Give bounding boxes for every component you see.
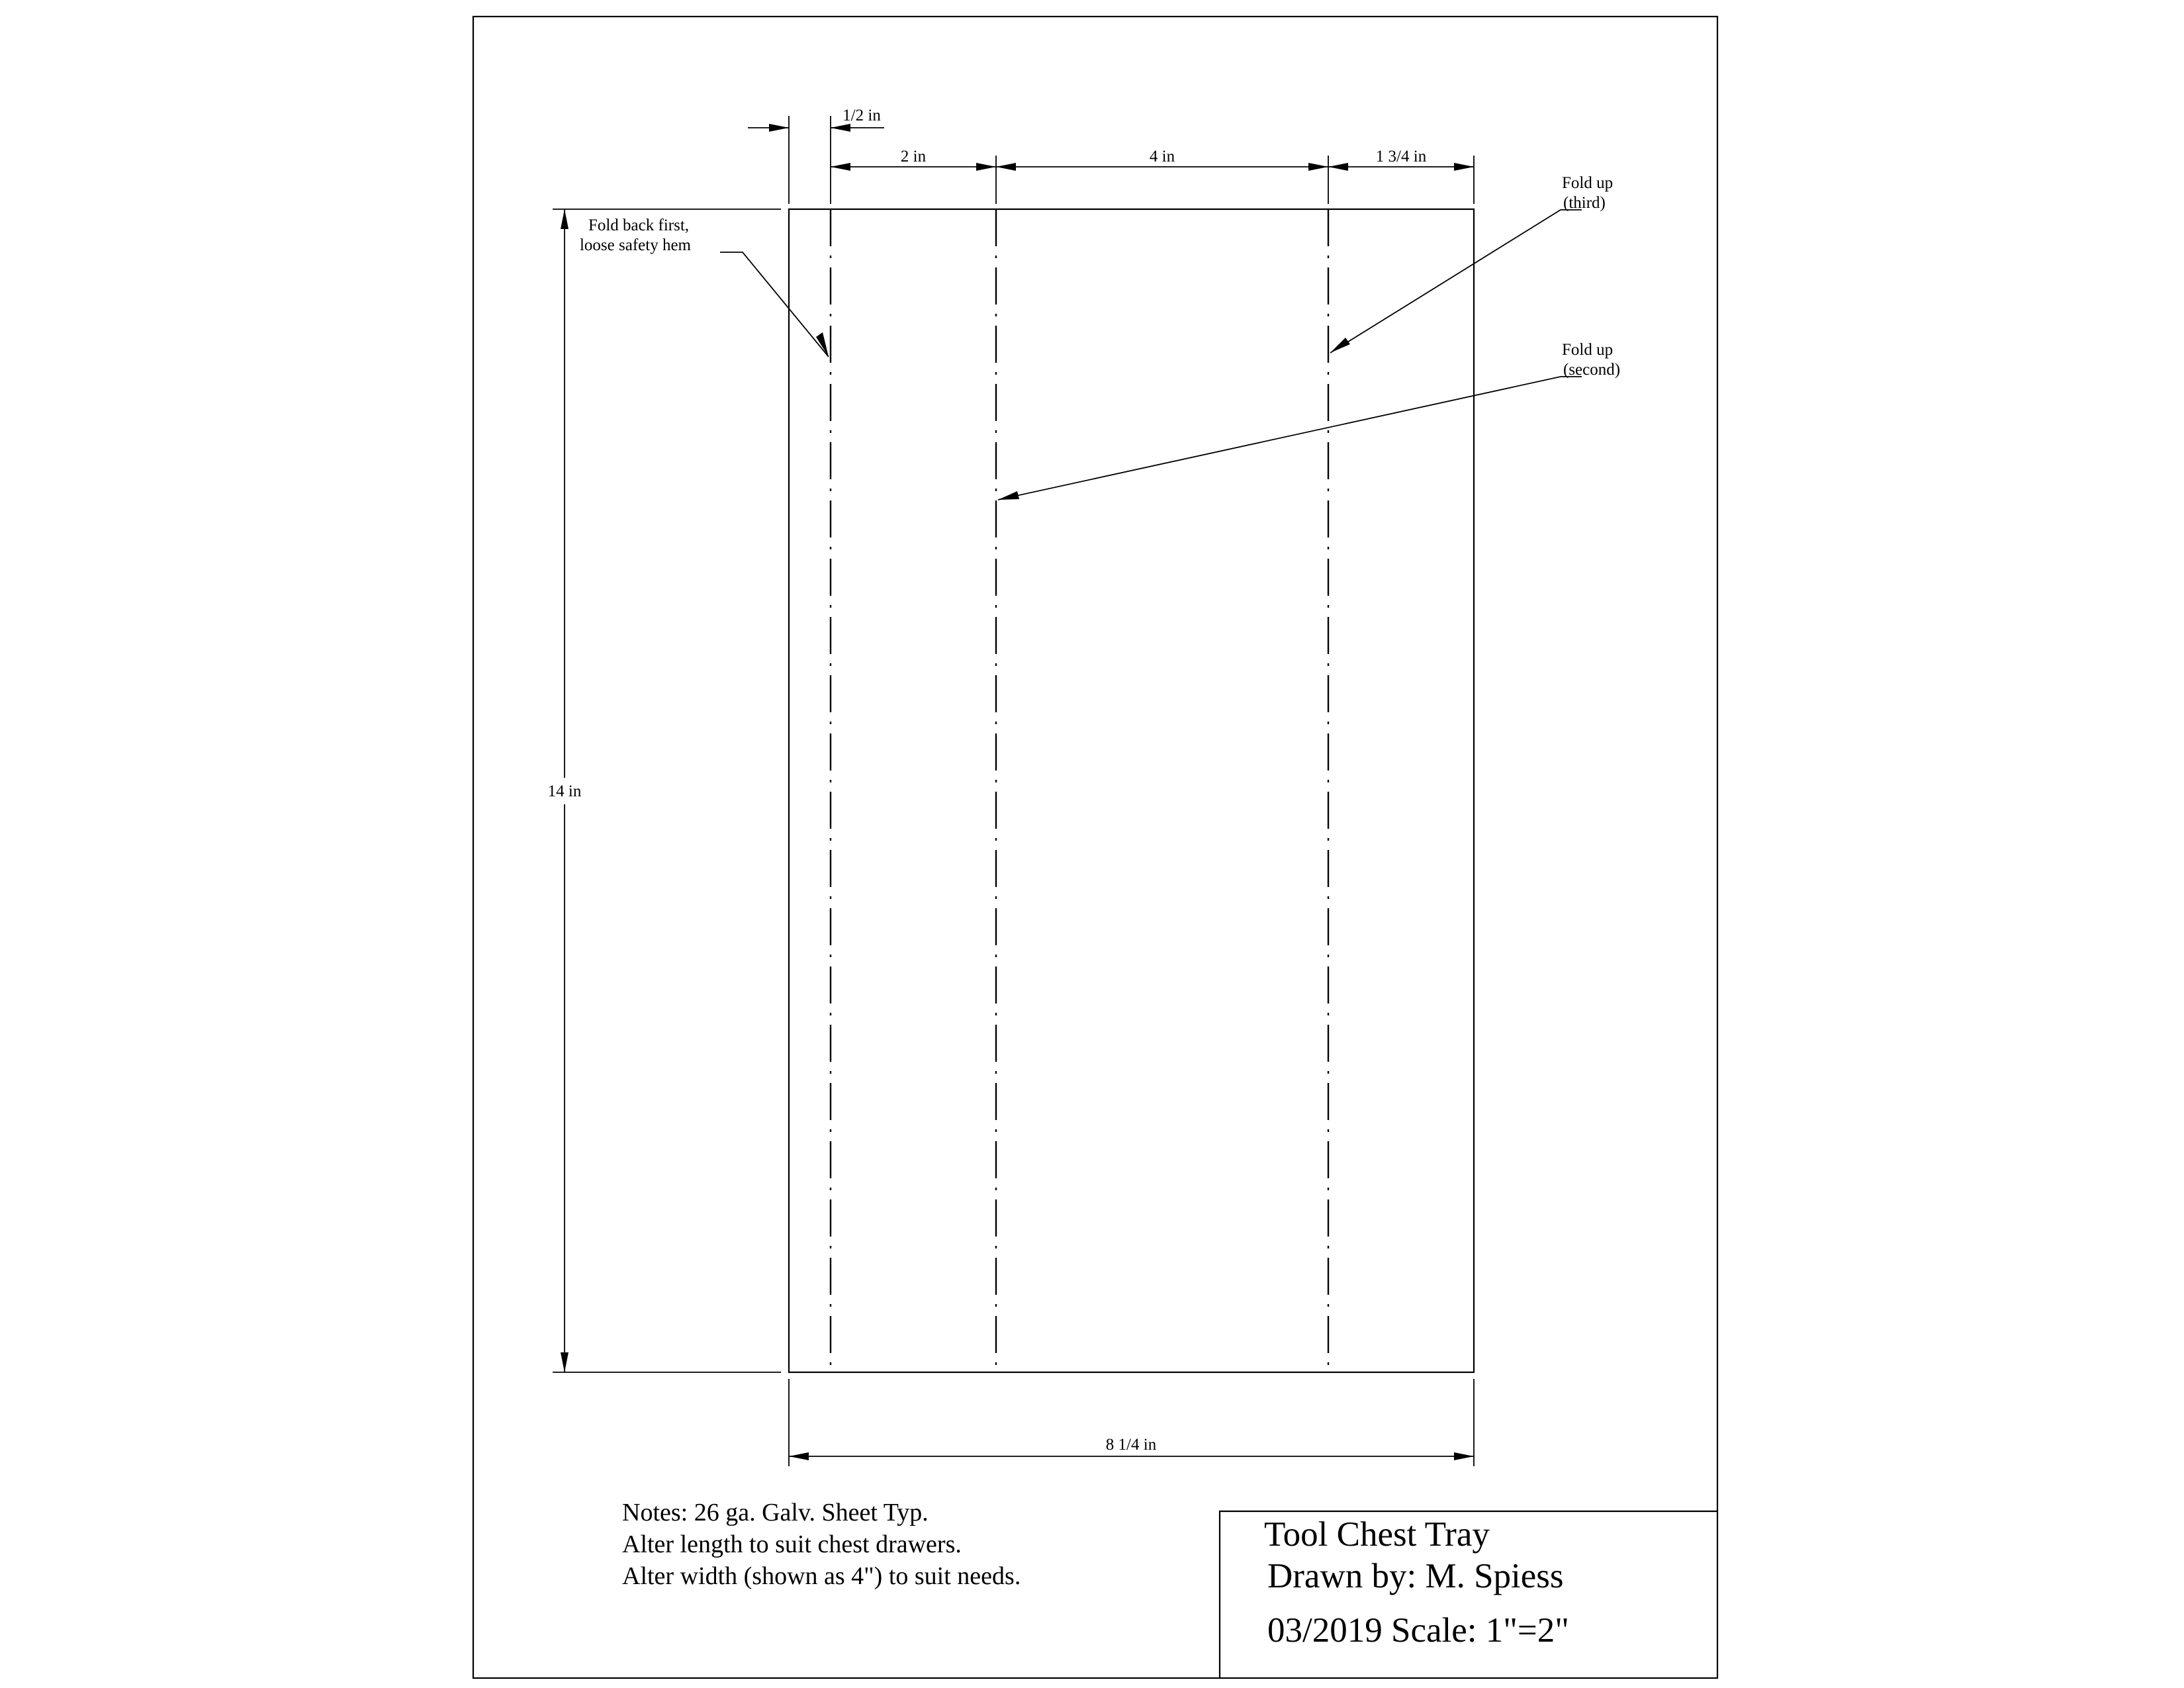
top-extension-lines bbox=[789, 116, 1474, 204]
dim-side-right bbox=[1328, 148, 1474, 171]
dim-hem bbox=[748, 107, 884, 132]
dim-total-width-text: 8 1/4 in bbox=[1105, 1436, 1157, 1454]
title-text: Tool Chest Tray bbox=[1264, 1515, 1490, 1554]
title-block bbox=[1220, 1511, 1717, 1678]
notes-line-3: Alter width (shown as 4") to suit needs. bbox=[622, 1562, 1021, 1590]
notes-line-1: Notes: 26 ga. Galv. Sheet Typ. bbox=[622, 1499, 929, 1526]
sheet-border bbox=[473, 17, 1717, 1678]
callout-third-line-2: (third) bbox=[1563, 194, 1606, 212]
dim-hem-text: 1/2 in bbox=[842, 107, 881, 124]
dim-side-left bbox=[831, 148, 996, 171]
dim-length-text: 14 in bbox=[547, 782, 582, 800]
callout-second-line-1: Fold up bbox=[1562, 341, 1614, 359]
dim-bottom-width-text: 4 in bbox=[1149, 148, 1175, 165]
drawn-by-text: Drawn by: M. Spiess bbox=[1267, 1557, 1564, 1595]
callout-hem bbox=[580, 216, 829, 357]
callout-second-line-2: (second) bbox=[1563, 361, 1621, 379]
dim-side-left-text: 2 in bbox=[900, 148, 927, 165]
notes bbox=[622, 1499, 1021, 1590]
blank-outline bbox=[789, 209, 1474, 1372]
callout-hem-line-1: Fold back first, bbox=[588, 216, 690, 234]
callout-second bbox=[998, 341, 1620, 500]
notes-line-2: Alter length to suit chest drawers. bbox=[622, 1530, 962, 1558]
dim-bottom-width bbox=[996, 148, 1328, 171]
callout-hem-line-2: loose safety hem bbox=[579, 236, 692, 254]
callout-third bbox=[1330, 174, 1613, 353]
dim-length bbox=[548, 209, 781, 1372]
callout-third-line-1: Fold up bbox=[1562, 174, 1614, 192]
dim-total-width bbox=[789, 1379, 1474, 1466]
date-scale-text: 03/2019 Scale: 1"=2" bbox=[1267, 1611, 1569, 1650]
dim-side-right-text: 1 3/4 in bbox=[1375, 148, 1427, 165]
